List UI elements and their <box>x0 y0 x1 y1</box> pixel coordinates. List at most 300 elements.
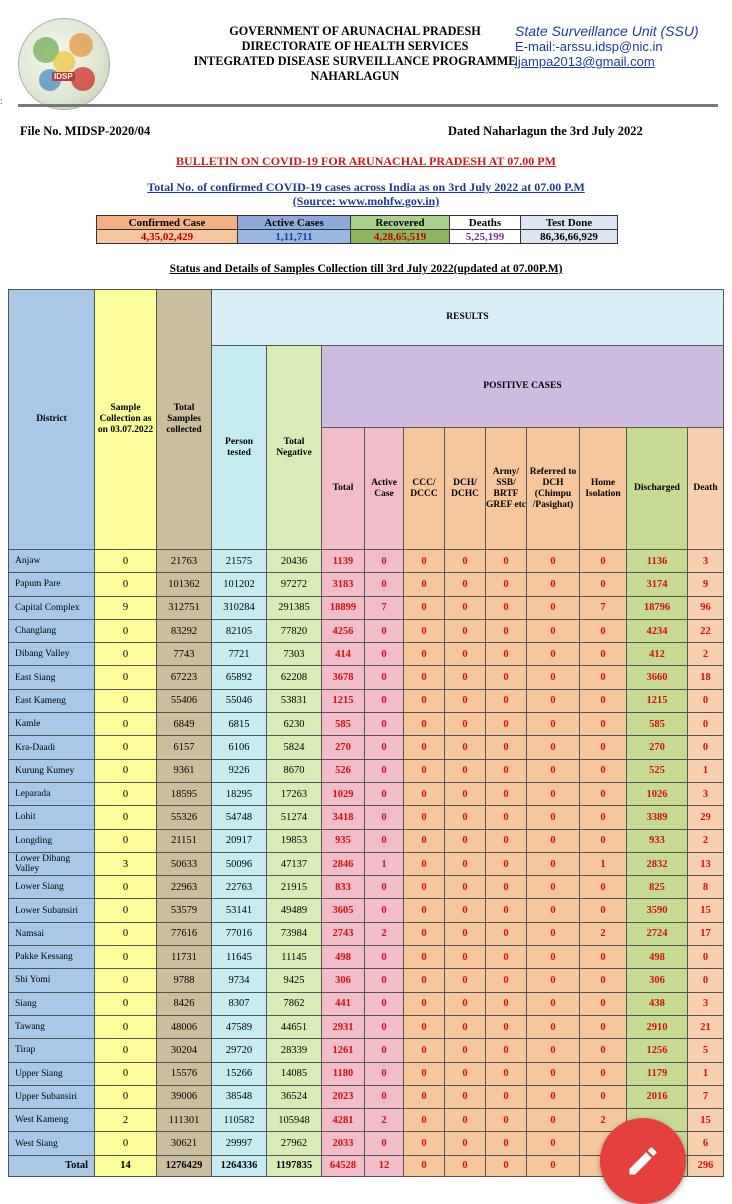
cell-sample-collection: 0 <box>95 619 157 642</box>
cell-discharged: 306 <box>627 969 688 992</box>
cell-total-negative: 5824 <box>267 736 322 759</box>
cell-active-case: 0 <box>365 1039 404 1062</box>
date-line: Dated Naharlagun the 3rd July 2022 <box>448 124 643 138</box>
cell-death: 0 <box>688 946 724 969</box>
cell-district: Anjaw <box>9 550 95 573</box>
table-row <box>9 759 724 782</box>
cell-army: 0 <box>486 1039 527 1062</box>
table-row <box>9 829 724 852</box>
table-row <box>9 922 724 945</box>
cell-person-tested: 65892 <box>212 666 267 689</box>
cell-home-isolation: 0 <box>580 1085 627 1108</box>
cell-positive-total: 270 <box>322 736 365 759</box>
cell-positive-total: 2023 <box>322 1085 365 1108</box>
cell-positive-total: 2846 <box>322 852 365 875</box>
cell-sample-collection: 0 <box>95 666 157 689</box>
cell-referred: 0 <box>527 1015 580 1038</box>
cell-total-negative: 14085 <box>267 1062 322 1085</box>
cell-dch: 0 <box>445 1062 486 1085</box>
cell-active-case: 0 <box>365 689 404 712</box>
cell-district: Changlang <box>9 619 95 642</box>
cell-total-samples: 50633 <box>157 852 212 875</box>
table-row <box>9 806 724 829</box>
cell-total-negative: 62208 <box>267 666 322 689</box>
cell-active-case: 0 <box>365 550 404 573</box>
cell-discharged: 1026 <box>627 782 688 805</box>
cell-death: 18 <box>688 666 724 689</box>
district-rows <box>9 550 724 1177</box>
cell-ccc: 0 <box>404 619 445 642</box>
total-referred: 0 <box>527 1155 580 1176</box>
cell-person-tested: 47589 <box>212 1015 267 1038</box>
cell-active-case: 2 <box>365 922 404 945</box>
cell-discharged: 18796 <box>627 596 688 619</box>
india-stats-table <box>96 215 618 244</box>
cell-home-isolation: 0 <box>580 550 627 573</box>
cell-home-isolation: 0 <box>580 782 627 805</box>
cell-positive-total: 935 <box>322 829 365 852</box>
cell-total-samples: 55326 <box>157 806 212 829</box>
cell-dch: 0 <box>445 969 486 992</box>
cell-discharged: 1256 <box>627 1039 688 1062</box>
cell-total-negative: 36524 <box>267 1085 322 1108</box>
cell-ccc: 0 <box>404 689 445 712</box>
cell-dch: 0 <box>445 852 486 875</box>
cell-district: Shi Yomi <box>9 969 95 992</box>
cell-positive-total: 414 <box>322 643 365 666</box>
header-home-isolation: Home Isolation <box>580 428 627 550</box>
cell-discharged: 2016 <box>627 1085 688 1108</box>
cell-district: West Kameng <box>9 1109 95 1132</box>
cell-discharged: 2832 <box>627 852 688 875</box>
cell-total-negative: 77820 <box>267 619 322 642</box>
total-label: Total <box>9 1155 95 1176</box>
cell-sample-collection: 9 <box>95 596 157 619</box>
total-positive-total: 64528 <box>322 1155 365 1176</box>
cell-death: 7 <box>688 1085 724 1108</box>
cell-total-negative: 105948 <box>267 1109 322 1132</box>
pencil-icon <box>625 1143 661 1179</box>
cell-positive-total: 2033 <box>322 1132 365 1155</box>
cell-sample-collection: 0 <box>95 782 157 805</box>
cell-death: 6 <box>688 1132 724 1155</box>
table-row <box>9 619 724 642</box>
cell-total-samples: 6157 <box>157 736 212 759</box>
cell-dch: 0 <box>445 782 486 805</box>
cell-total-negative: 73984 <box>267 922 322 945</box>
cell-discharged: 4234 <box>627 619 688 642</box>
cell-referred: 0 <box>527 806 580 829</box>
cell-sample-collection: 0 <box>95 1015 157 1038</box>
header-results: RESULTS <box>212 290 724 346</box>
cell-district: Upper Subansiri <box>9 1085 95 1108</box>
cell-active-case: 0 <box>365 806 404 829</box>
cell-person-tested: 82105 <box>212 619 267 642</box>
cell-active-case: 0 <box>365 1085 404 1108</box>
cell-total-negative: 51274 <box>267 806 322 829</box>
cell-discharged: 1179 <box>627 1062 688 1085</box>
total-active-case: 12 <box>365 1155 404 1176</box>
cell-referred: 0 <box>527 922 580 945</box>
cell-sample-collection: 0 <box>95 689 157 712</box>
cell-active-case: 0 <box>365 713 404 736</box>
cell-home-isolation: 0 <box>580 736 627 759</box>
cell-active-case: 1 <box>365 852 404 875</box>
cell-dch: 0 <box>445 1015 486 1038</box>
edit-button[interactable] <box>600 1118 686 1204</box>
cell-referred: 0 <box>527 666 580 689</box>
header-referred: Referred to DCH (Chimpu /Pasighat) <box>527 428 580 550</box>
cell-home-isolation: 0 <box>580 876 627 899</box>
cell-positive-total: 4281 <box>322 1109 365 1132</box>
cell-army: 0 <box>486 992 527 1015</box>
cell-army: 0 <box>486 1085 527 1108</box>
cell-total-samples: 77616 <box>157 922 212 945</box>
cell-active-case: 2 <box>365 1109 404 1132</box>
cell-total-negative: 44651 <box>267 1015 322 1038</box>
cell-army: 0 <box>486 759 527 782</box>
cell-death: 2 <box>688 829 724 852</box>
cell-person-tested: 22763 <box>212 876 267 899</box>
cell-person-tested: 15266 <box>212 1062 267 1085</box>
total-total-samples: 1276429 <box>157 1155 212 1176</box>
cell-district: Kamle <box>9 713 95 736</box>
cell-dch: 0 <box>445 1085 486 1108</box>
cell-active-case: 0 <box>365 1015 404 1038</box>
cell-total-samples: 8426 <box>157 992 212 1015</box>
ssu-title: State Surveillance Unit (SSU) <box>515 23 699 39</box>
cell-dch: 0 <box>445 689 486 712</box>
cell-active-case: 0 <box>365 876 404 899</box>
cell-home-isolation: 0 <box>580 1039 627 1062</box>
cell-referred: 0 <box>527 1132 580 1155</box>
cell-referred: 0 <box>527 550 580 573</box>
cell-total-samples: 9361 <box>157 759 212 782</box>
cell-sample-collection: 0 <box>95 550 157 573</box>
india-summary-title <box>0 180 732 208</box>
india-source: (Source: www.mohfw.gov.in) <box>292 194 440 208</box>
cell-total-negative: 49489 <box>267 899 322 922</box>
header-total-samples: Total Samples collected <box>157 290 212 550</box>
cell-district: Dibang Valley <box>9 643 95 666</box>
cell-death: 2 <box>688 643 724 666</box>
header-person-tested: Person tested <box>212 346 267 550</box>
cell-home-isolation: 0 <box>580 829 627 852</box>
cell-person-tested: 50096 <box>212 852 267 875</box>
cell-district: Lower Dibang Valley <box>9 852 95 875</box>
cell-discharged: 525 <box>627 759 688 782</box>
cell-total-samples: 22963 <box>157 876 212 899</box>
cell-ccc: 0 <box>404 666 445 689</box>
cell-positive-total: 3605 <box>322 899 365 922</box>
cell-sample-collection: 0 <box>95 736 157 759</box>
cell-dch: 0 <box>445 550 486 573</box>
cell-positive-total: 1029 <box>322 782 365 805</box>
cell-referred: 0 <box>527 782 580 805</box>
cell-active-case: 0 <box>365 969 404 992</box>
cell-district: East Kameng <box>9 689 95 712</box>
cell-person-tested: 53141 <box>212 899 267 922</box>
cell-total-negative: 28339 <box>267 1039 322 1062</box>
cell-ccc: 0 <box>404 876 445 899</box>
cell-ccc: 0 <box>404 1062 445 1085</box>
cell-home-isolation: 0 <box>580 689 627 712</box>
cell-positive-total: 3678 <box>322 666 365 689</box>
total-death: 296 <box>688 1155 724 1176</box>
cell-sample-collection: 0 <box>95 969 157 992</box>
district-table <box>8 289 724 1177</box>
india-stats-value-row <box>97 230 618 244</box>
cell-ccc: 0 <box>404 782 445 805</box>
cell-total-samples: 15576 <box>157 1062 212 1085</box>
cell-sample-collection: 0 <box>95 1132 157 1155</box>
cell-referred: 0 <box>527 1039 580 1062</box>
cell-sample-collection: 0 <box>95 806 157 829</box>
logo-text: IDSP <box>54 72 73 81</box>
cell-death: 1 <box>688 1062 724 1085</box>
cell-person-tested: 54748 <box>212 806 267 829</box>
cell-positive-total: 441 <box>322 992 365 1015</box>
cell-person-tested: 38548 <box>212 1085 267 1108</box>
cell-referred: 0 <box>527 946 580 969</box>
cell-ccc: 0 <box>404 852 445 875</box>
cell-dch: 0 <box>445 1109 486 1132</box>
cell-sample-collection: 0 <box>95 992 157 1015</box>
cell-ccc: 0 <box>404 806 445 829</box>
ssu-email-2[interactable]: ljampa2013@gmail.com <box>515 54 655 69</box>
cell-army: 0 <box>486 899 527 922</box>
cell-total-negative: 47137 <box>267 852 322 875</box>
cell-discharged: 270 <box>627 736 688 759</box>
cell-ccc: 0 <box>404 829 445 852</box>
cell-total-samples: 53579 <box>157 899 212 922</box>
header-divider <box>18 104 718 107</box>
table-row <box>9 876 724 899</box>
cell-total-negative: 291385 <box>267 596 322 619</box>
cell-total-samples: 39006 <box>157 1085 212 1108</box>
india-header-confirmed: Confirmed Case <box>97 216 238 230</box>
cell-dch: 0 <box>445 992 486 1015</box>
cell-referred: 0 <box>527 829 580 852</box>
cell-home-isolation: 0 <box>580 969 627 992</box>
cell-referred: 0 <box>527 899 580 922</box>
cell-sample-collection: 0 <box>95 573 157 596</box>
cell-referred: 0 <box>527 1085 580 1108</box>
cell-person-tested: 9226 <box>212 759 267 782</box>
bulletin-title: BULLETIN ON COVID-19 FOR ARUNACHAL PRADESH AT 07.00 PM <box>176 154 556 168</box>
cell-person-tested: 7721 <box>212 643 267 666</box>
cell-total-samples: 55406 <box>157 689 212 712</box>
cell-discharged: 1136 <box>627 550 688 573</box>
cell-person-tested: 6106 <box>212 736 267 759</box>
cell-ccc: 0 <box>404 1109 445 1132</box>
india-value-confirmed: 4,35,02,429 <box>97 230 238 244</box>
organization-header <box>190 24 520 84</box>
cell-ccc: 0 <box>404 1039 445 1062</box>
cell-home-isolation: 0 <box>580 573 627 596</box>
cell-active-case: 7 <box>365 596 404 619</box>
cell-district: East Siang <box>9 666 95 689</box>
cell-dch: 0 <box>445 1039 486 1062</box>
cell-person-tested: 101202 <box>212 573 267 596</box>
cell-home-isolation: 2 <box>580 922 627 945</box>
org-line-1: GOVERNMENT OF ARUNACHAL PRADESH <box>229 24 481 38</box>
cell-active-case: 0 <box>365 759 404 782</box>
cell-sample-collection: 0 <box>95 876 157 899</box>
cell-sample-collection: 0 <box>95 713 157 736</box>
cell-dch: 0 <box>445 899 486 922</box>
cell-dch: 0 <box>445 573 486 596</box>
cell-death: 0 <box>688 736 724 759</box>
table-row <box>9 736 724 759</box>
cell-person-tested: 21575 <box>212 550 267 573</box>
org-line-2: DIRECTORATE OF HEALTH SERVICES <box>241 39 469 53</box>
cell-active-case: 0 <box>365 619 404 642</box>
ssu-email-1[interactable]: E-mail:-arssu.idsp@nic.in <box>515 39 663 54</box>
cell-army: 0 <box>486 619 527 642</box>
cell-total-samples: 21151 <box>157 829 212 852</box>
cell-army: 0 <box>486 550 527 573</box>
cell-ccc: 0 <box>404 969 445 992</box>
cell-total-samples: 111301 <box>157 1109 212 1132</box>
cell-positive-total: 2931 <box>322 1015 365 1038</box>
cell-total-negative: 6230 <box>267 713 322 736</box>
cell-dch: 0 <box>445 643 486 666</box>
header-sample-collection: Sample Collection as on 03.07.2022 <box>95 290 157 550</box>
cell-referred: 0 <box>527 992 580 1015</box>
cell-sample-collection: 0 <box>95 1062 157 1085</box>
cell-active-case: 0 <box>365 1132 404 1155</box>
cell-sample-collection: 0 <box>95 1039 157 1062</box>
cell-referred: 0 <box>527 1062 580 1085</box>
header-total: Total <box>322 428 365 550</box>
org-line-3: INTEGRATED DISEASE SURVEILLANCE PROGRAMME <box>193 54 517 68</box>
cell-death: 96 <box>688 596 724 619</box>
header-district: District <box>9 290 95 550</box>
cell-total-negative: 20436 <box>267 550 322 573</box>
cell-total-samples: 312751 <box>157 596 212 619</box>
india-header-recovered: Recovered <box>351 216 450 230</box>
cell-dch: 0 <box>445 759 486 782</box>
india-value-deaths: 5,25,199 <box>450 230 521 244</box>
cell-home-isolation: 0 <box>580 713 627 736</box>
cell-sample-collection: 0 <box>95 829 157 852</box>
total-person-tested: 1264336 <box>212 1155 267 1176</box>
table-row <box>9 666 724 689</box>
cell-referred: 0 <box>527 713 580 736</box>
header-ccc: CCC/ DCCC <box>404 428 445 550</box>
cell-ccc: 0 <box>404 736 445 759</box>
cell-army: 0 <box>486 666 527 689</box>
cell-positive-total: 585 <box>322 713 365 736</box>
cell-referred: 0 <box>527 619 580 642</box>
cell-death: 3 <box>688 782 724 805</box>
cell-ccc: 0 <box>404 1085 445 1108</box>
cell-sample-collection: 0 <box>95 1085 157 1108</box>
table-row <box>9 550 724 573</box>
file-number: File No. MIDSP-2020/04 <box>20 124 151 138</box>
india-value-recovered: 4,28,65,519 <box>351 230 450 244</box>
cell-district: Lohit <box>9 806 95 829</box>
cell-positive-total: 3418 <box>322 806 365 829</box>
india-stats-header-row <box>97 216 618 230</box>
cell-death: 21 <box>688 1015 724 1038</box>
cell-total-negative: 7862 <box>267 992 322 1015</box>
table-row <box>9 713 724 736</box>
cell-death: 5 <box>688 1039 724 1062</box>
cell-death: 15 <box>688 1109 724 1132</box>
header-row-1 <box>9 290 724 346</box>
cell-army: 0 <box>486 829 527 852</box>
ssu-contact <box>515 24 699 69</box>
cell-total-samples: 21763 <box>157 550 212 573</box>
cell-positive-total: 526 <box>322 759 365 782</box>
cell-discharged: 2910 <box>627 1015 688 1038</box>
cell-dch: 0 <box>445 876 486 899</box>
header-discharged: Discharged <box>627 428 688 550</box>
cell-district: Tirap <box>9 1039 95 1062</box>
table-row <box>9 643 724 666</box>
table-row <box>9 1039 724 1062</box>
cell-dch: 0 <box>445 922 486 945</box>
cell-ccc: 0 <box>404 992 445 1015</box>
cell-home-isolation: 0 <box>580 619 627 642</box>
cell-sample-collection: 3 <box>95 852 157 875</box>
table-row <box>9 573 724 596</box>
cell-dch: 0 <box>445 666 486 689</box>
cell-army: 0 <box>486 852 527 875</box>
cell-army: 0 <box>486 1109 527 1132</box>
cell-dch: 0 <box>445 946 486 969</box>
cell-discharged: 2724 <box>627 922 688 945</box>
cell-death: 0 <box>688 969 724 992</box>
cell-home-isolation: 7 <box>580 596 627 619</box>
header-positive-cases: POSITIVE CASES <box>322 346 724 428</box>
cell-sample-collection: 0 <box>95 946 157 969</box>
table-row <box>9 992 724 1015</box>
cell-person-tested: 29720 <box>212 1039 267 1062</box>
cell-death: 3 <box>688 550 724 573</box>
cell-total-negative: 7303 <box>267 643 322 666</box>
cell-total-negative: 9425 <box>267 969 322 992</box>
cell-home-isolation: 0 <box>580 1062 627 1085</box>
cell-positive-total: 833 <box>322 876 365 899</box>
table-row <box>9 596 724 619</box>
cell-discharged: 825 <box>627 876 688 899</box>
cell-district: Capital Complex <box>9 596 95 619</box>
cell-referred: 0 <box>527 969 580 992</box>
cell-home-isolation: 0 <box>580 806 627 829</box>
cell-district: Pakke Kessang <box>9 946 95 969</box>
cell-total-samples: 67223 <box>157 666 212 689</box>
cell-death: 9 <box>688 573 724 596</box>
india-header-tests: Test Done <box>521 216 618 230</box>
cell-death: 17 <box>688 922 724 945</box>
cell-positive-total: 1180 <box>322 1062 365 1085</box>
cell-death: 13 <box>688 852 724 875</box>
cell-army: 0 <box>486 782 527 805</box>
cell-army: 0 <box>486 1132 527 1155</box>
india-value-tests: 86,36,66,929 <box>521 230 618 244</box>
cell-army: 0 <box>486 736 527 759</box>
cell-dch: 0 <box>445 713 486 736</box>
cell-district: Papum Pare <box>9 573 95 596</box>
cell-district: Lower Siang <box>9 876 95 899</box>
cell-person-tested: 9734 <box>212 969 267 992</box>
table-row <box>9 689 724 712</box>
cell-active-case: 0 <box>365 992 404 1015</box>
cell-discharged: 3389 <box>627 806 688 829</box>
